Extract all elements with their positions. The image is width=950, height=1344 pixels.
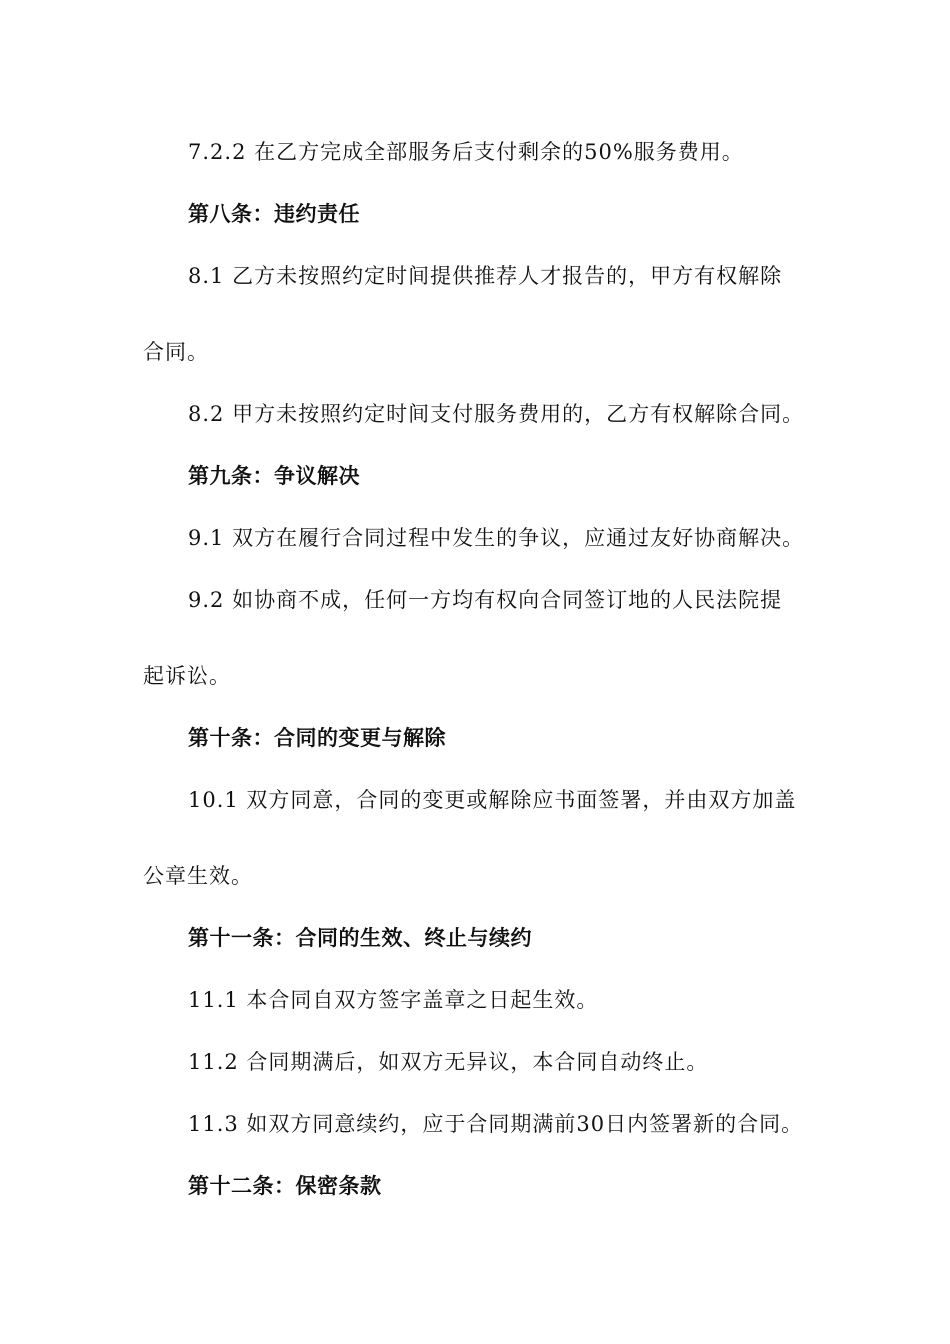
- article-9-heading: 第九条：争议解决: [188, 464, 360, 488]
- article-11-heading: 第十一条：合同的生效、终止与续约: [188, 926, 532, 950]
- article-12-heading: 第十二条：保密条款: [188, 1174, 382, 1198]
- clause-9-1: 9.1 双方在履行合同过程中发生的争议，应通过友好协商解决。: [188, 526, 805, 550]
- clause-8-1: 8.1 乙方未按照约定时间提供推荐人才报告的，甲方有权解除: [188, 264, 783, 288]
- clause-8-1-continuation: 合同。: [143, 340, 209, 364]
- clause-9-2-continuation: 起诉讼。: [143, 664, 231, 688]
- clause-7-2-2: 7.2.2 在乙方完成全部服务后支付剩余的50%服务费用。: [188, 140, 744, 164]
- clause-9-2: 9.2 如协商不成，任何一方均有权向合同签订地的人民法院提: [188, 588, 783, 612]
- clause-10-1-continuation: 公章生效。: [143, 864, 253, 888]
- clause-10-1: 10.1 双方同意，合同的变更或解除应书面签署，并由双方加盖: [188, 788, 797, 812]
- clause-11-2: 11.2 合同期满后，如双方无异议，本合同自动终止。: [188, 1050, 709, 1074]
- clause-8-2: 8.2 甲方未按照约定时间支付服务费用的，乙方有权解除合同。: [188, 402, 805, 426]
- clause-11-3: 11.3 如双方同意续约，应于合同期满前30日内签署新的合同。: [188, 1112, 804, 1136]
- article-10-heading: 第十条：合同的变更与解除: [188, 726, 446, 750]
- clause-11-1: 11.1 本合同自双方签字盖章之日起生效。: [188, 988, 599, 1012]
- article-8-heading: 第八条：违约责任: [188, 202, 360, 226]
